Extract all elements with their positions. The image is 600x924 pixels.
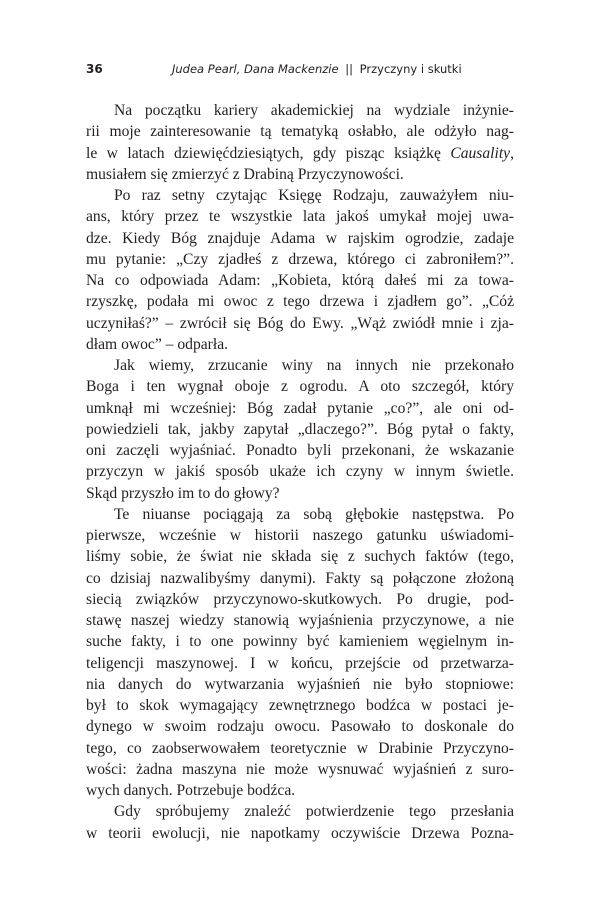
text-line: tego, co zaobserwowałem teoretycznie w Drabinie Przyczyno-: [86, 739, 514, 757]
text-line: powiedzieli tak, jakby zapytał „dlaczego?”. Bóg pytał o fakty,: [86, 420, 514, 438]
text-line: Skąd przyszło im to do głowy?: [86, 484, 280, 502]
text-line: dze. Kiedy Bóg znajduje Adama w rajskim ogrodzie, zadaje: [86, 229, 514, 247]
text-line: Na co odpowiada Adam: „Kobieta, którą dałeś mi za towa-: [86, 272, 514, 289]
text-line: Jak wiemy, zrzucanie winy na innych nie przekonało: [114, 357, 514, 374]
page-number: 36: [86, 62, 103, 76]
text-line: oni zaczęli wyjaśniać. Ponadto byli przekonani, że wskazanie: [86, 442, 514, 459]
text-segment: le w latach dziewięćdziesiątych, gdy pisząc książkę: [86, 144, 451, 162]
text-line: wych danych. Potrzebuje bodźca.: [86, 782, 296, 799]
text-line: mu pytanie: „Czy zjadłeś z drzewa, którego ci zabroniłem?”.: [86, 250, 514, 268]
text-line: co dzisiaj nazwalibyśmy danymi). Fakty są połączone złożoną: [86, 569, 514, 587]
book-title: Przyczyny i skutki: [359, 62, 462, 76]
paragraph-4: [86, 504, 514, 802]
text-line: dłam owoc” – odparła.: [86, 335, 229, 353]
header-separator: ||: [345, 62, 353, 76]
text-line: Gdy spróbujemy znaleźć potwierdzenie tego przesłania: [114, 803, 514, 821]
body-text: [86, 100, 514, 844]
text-line: musiałem się zmierzyć z Drabiną Przyczynowości.: [86, 165, 404, 183]
text-line: ans, który przez te wszystkie lata jakoś umykał mojej uwa-: [86, 208, 514, 226]
text-line: uczyniłaś?” – zwrócił się Bóg do Ewy. „Wąż zwiódł mnie i zja-: [86, 314, 514, 332]
running-head: [172, 62, 462, 76]
text-segment: ,: [510, 144, 514, 162]
text-line: Boga i ten wygnał oboje z ogrodu. A oto szczegół, który: [86, 378, 514, 396]
running-header: [86, 62, 514, 82]
text-line: Na początku kariery akademickiej na wydziale inżynie-: [114, 102, 514, 119]
text-line: był to skok wymagający zewnętrznego bodźca w postaci je-: [86, 697, 514, 714]
text-line: nia danych do wytwarzania wyjaśnień nie było stopniowe:: [86, 675, 514, 693]
text-line: umknął mi wcześniej: Bóg zadał pytanie „co?”, ale oni od-: [86, 399, 514, 417]
text-line: w teorii ewolucji, nie napotkamy oczywiście Drzewa Pozna-: [86, 824, 514, 842]
paragraph-3: [86, 355, 514, 504]
paragraph-2: [86, 185, 514, 355]
text-line: przyczyn w jakiś sposób ukaże ich czyny w innym świetle.: [86, 463, 514, 481]
text-line: siecią związków przyczynowo-skutkowych. Po drugie, pod-: [86, 590, 514, 608]
text-line: pierwsze, wcześnie w historii naszego gatunku uświadomi-: [86, 527, 514, 544]
text-line: liśmy sobie, że świat nie składa się z suchych faktów (tego,: [86, 548, 514, 566]
text-line: suche fakty, i to one powinny być kamieniem węgielnym in-: [86, 633, 514, 651]
text-line: dynego w swoim rodzaju owocu. Pasowało to doskonale do: [86, 718, 514, 736]
text-line-with-italic: [86, 143, 514, 164]
paragraph-5: [86, 801, 514, 844]
text-line: rii moje zainteresowanie tą tematyką osłabło, ale odżyło nag-: [86, 123, 514, 141]
text-line: stawę naszej wiedzy stanowią wyjaśnienia przyczynowe, a nie: [86, 612, 514, 629]
text-line: Te niuanse pociągają za sobą głębokie następstwa. Po: [114, 505, 514, 523]
text-line: wości: żadna maszyna nie może wysnuwać wyjaśnień z suro-: [86, 760, 514, 778]
text-line: teligencji maszynowej. I w końcu, przejście od przetwarza-: [86, 654, 514, 672]
authors: Judea Pearl, Dana Mackenzie: [172, 62, 339, 76]
text-line: rzyszkę, podała mi owoc z tego drzewa i zjadłem go”. „Cóż: [86, 293, 514, 311]
italic-book-title: Causality: [450, 144, 511, 162]
paragraph-1: [86, 100, 514, 185]
text-line: Po raz setny czytając Księgę Rodzaju, zauważyłem niu-: [114, 187, 514, 204]
